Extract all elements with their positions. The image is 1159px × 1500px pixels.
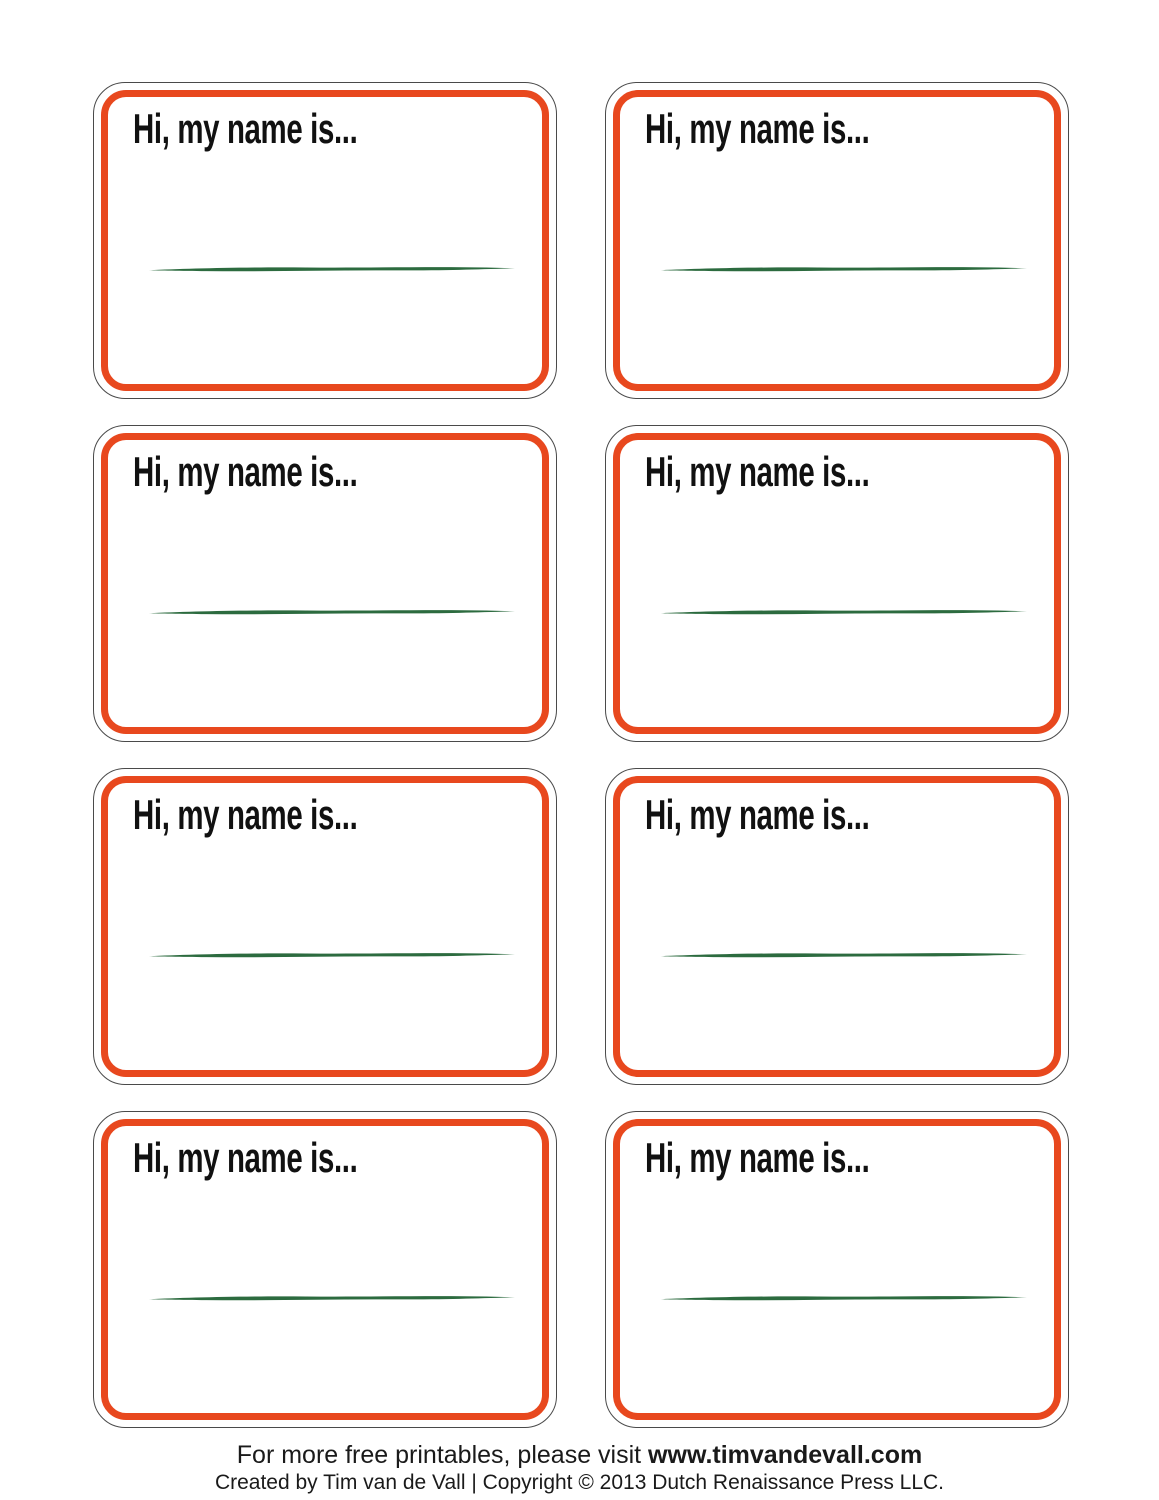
name-tag-greeting: Hi, my name is... [133, 1134, 358, 1181]
name-tag-greeting: Hi, my name is... [133, 791, 358, 838]
name-line [658, 1291, 1030, 1305]
name-line [658, 262, 1030, 276]
name-tag-border [101, 90, 549, 391]
name-line [146, 948, 518, 962]
name-tag-border [613, 776, 1061, 1077]
name-tag [605, 1111, 1069, 1428]
name-tag-greeting: Hi, my name is... [133, 448, 358, 495]
name-tag [605, 425, 1069, 742]
name-tag-border [101, 433, 549, 734]
name-tag-greeting: Hi, my name is... [645, 1134, 870, 1181]
name-tag-border [613, 90, 1061, 391]
name-tag [93, 768, 557, 1085]
name-tag-border [613, 433, 1061, 734]
name-tag [605, 82, 1069, 399]
footer-credit: Created by Tim van de Vall | Copyright © 2013 Dutch Renaissance Press LLC. [214, 1471, 945, 1494]
footer-visit-text: For more free printables, please visit [236, 1441, 649, 1469]
name-tag-border [101, 776, 549, 1077]
name-line [146, 1291, 518, 1305]
name-tag-greeting: Hi, my name is... [645, 448, 870, 495]
name-tag [93, 425, 557, 742]
name-tag [93, 82, 557, 399]
name-tag-border [101, 1119, 549, 1420]
footer [0, 1441, 1159, 1495]
name-line [658, 948, 1030, 962]
footer-visit-line [0, 1441, 1159, 1470]
name-line [146, 262, 518, 276]
name-tag-greeting: Hi, my name is... [645, 105, 870, 152]
footer-url: www.timvandevall.com [648, 1441, 923, 1469]
name-line [146, 605, 518, 619]
name-tag [93, 1111, 557, 1428]
name-tag-greeting: Hi, my name is... [133, 105, 358, 152]
name-line [658, 605, 1030, 619]
name-tag-grid [93, 82, 1069, 1428]
name-tag-border [613, 1119, 1061, 1420]
name-tag [605, 768, 1069, 1085]
name-tag-greeting: Hi, my name is... [645, 791, 870, 838]
